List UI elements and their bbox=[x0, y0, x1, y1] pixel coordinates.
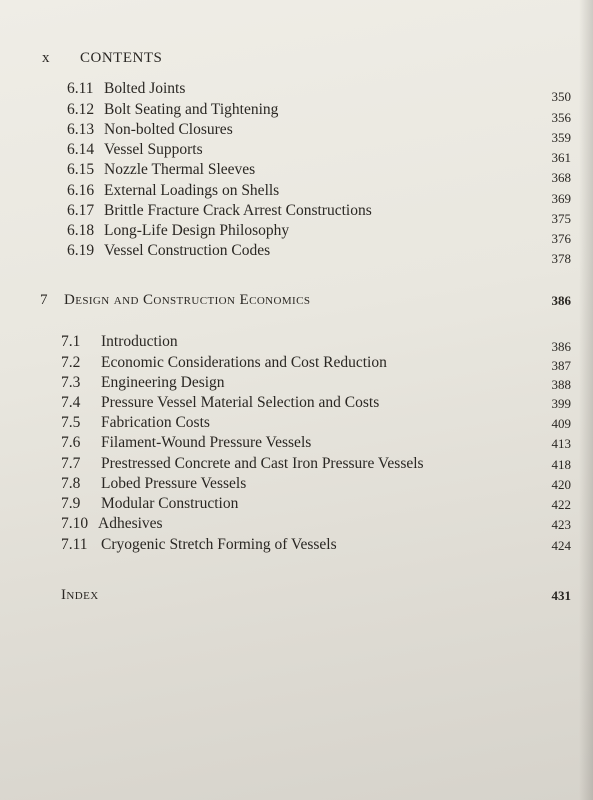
entry-page: 369 bbox=[551, 191, 571, 206]
toc-entry bbox=[0, 333, 593, 355]
entry-number: 6.11 bbox=[67, 80, 94, 97]
entry-number: 6.18 bbox=[67, 222, 95, 239]
entry-title: Bolt Seating and Tightening bbox=[104, 101, 279, 118]
toc-entry bbox=[0, 394, 593, 416]
entry-page: 350 bbox=[551, 89, 571, 104]
entry-number: 7.7 bbox=[61, 455, 81, 472]
index-entry bbox=[0, 587, 593, 611]
folio-number: x bbox=[42, 50, 50, 66]
entry-number: 6.14 bbox=[67, 141, 95, 158]
entry-page: 420 bbox=[551, 477, 571, 492]
entry-title: Non-bolted Closures bbox=[104, 121, 233, 138]
entry-title: Brittle Fracture Crack Arrest Constructions bbox=[104, 202, 372, 219]
entry-page: 375 bbox=[551, 211, 571, 226]
entry-number: 6.16 bbox=[67, 182, 95, 199]
entry-title: Nozzle Thermal Sleeves bbox=[104, 161, 256, 178]
entry-title: Cryogenic Stretch Forming of Vessels bbox=[101, 536, 337, 553]
entry-page: 424 bbox=[551, 538, 571, 553]
toc-entry bbox=[0, 161, 593, 183]
entry-number: 6.13 bbox=[67, 121, 95, 138]
chapter-page: 386 bbox=[551, 293, 571, 308]
toc-entry bbox=[0, 495, 593, 517]
entry-page: 423 bbox=[551, 517, 571, 532]
index-page: 431 bbox=[551, 588, 571, 603]
entry-number: 7.8 bbox=[61, 475, 81, 492]
entry-page: 387 bbox=[551, 358, 571, 373]
toc-entry bbox=[0, 354, 593, 376]
entry-title: Fabrication Costs bbox=[101, 414, 210, 431]
entry-number: 7.4 bbox=[61, 394, 81, 411]
entry-number: 7.10 bbox=[61, 515, 89, 532]
toc-entry bbox=[0, 455, 593, 477]
entry-title: Pressure Vessel Material Selection and Costs bbox=[101, 394, 380, 411]
entry-number: 6.17 bbox=[67, 202, 95, 219]
toc-entry bbox=[0, 80, 593, 102]
entry-title: Bolted Joints bbox=[104, 80, 186, 97]
chapter-title: Design and Construction Economics bbox=[64, 292, 311, 308]
entry-title: Filament-Wound Pressure Vessels bbox=[101, 434, 312, 451]
toc-entry bbox=[0, 414, 593, 436]
entry-page: 378 bbox=[551, 251, 571, 266]
entry-title: Introduction bbox=[101, 333, 178, 350]
entry-number: 7.3 bbox=[61, 374, 81, 391]
running-title: CONTENTS bbox=[80, 50, 163, 66]
entry-page: 356 bbox=[551, 110, 571, 125]
running-header bbox=[42, 50, 162, 67]
entry-title: Vessel Supports bbox=[104, 141, 203, 158]
entry-page: 409 bbox=[551, 416, 571, 431]
toc-entry bbox=[0, 141, 593, 163]
entry-number: 7.6 bbox=[61, 434, 81, 451]
entry-page: 413 bbox=[551, 436, 571, 451]
entry-title: Adhesives bbox=[98, 515, 163, 532]
entry-title: Modular Construction bbox=[101, 495, 239, 512]
toc-entry bbox=[0, 536, 593, 558]
chapter-number: 7 bbox=[40, 292, 48, 308]
toc-entry bbox=[0, 242, 593, 264]
entry-title: Vessel Construction Codes bbox=[104, 242, 271, 259]
entry-page: 422 bbox=[551, 497, 571, 512]
toc-entry bbox=[0, 202, 593, 224]
toc-entry bbox=[0, 515, 593, 537]
entry-number: 7.1 bbox=[61, 333, 81, 350]
entry-title: Long-Life Design Philosophy bbox=[104, 222, 290, 239]
entry-number: 6.15 bbox=[67, 161, 95, 178]
entry-number: 7.5 bbox=[61, 414, 81, 431]
entry-page: 388 bbox=[551, 377, 571, 392]
toc-entry bbox=[0, 374, 593, 396]
toc-entry bbox=[0, 101, 593, 123]
entry-page: 368 bbox=[551, 170, 571, 185]
entry-title: External Loadings on Shells bbox=[104, 182, 280, 199]
entry-page: 361 bbox=[551, 150, 571, 165]
index-title: Index bbox=[61, 587, 99, 603]
entry-title: Lobed Pressure Vessels bbox=[101, 475, 247, 492]
toc-entry bbox=[0, 182, 593, 204]
toc-entry bbox=[0, 222, 593, 244]
entry-page: 359 bbox=[551, 130, 571, 145]
entry-title: Engineering Design bbox=[101, 374, 225, 391]
entry-page: 376 bbox=[551, 231, 571, 246]
chapter-heading bbox=[0, 292, 593, 316]
toc-entry bbox=[0, 434, 593, 456]
toc-entry bbox=[0, 475, 593, 497]
entry-title: Prestressed Concrete and Cast Iron Pressure Vessels bbox=[101, 455, 424, 472]
entry-number: 7.9 bbox=[61, 495, 81, 512]
entry-number: 6.12 bbox=[67, 101, 95, 118]
entry-page: 418 bbox=[551, 457, 571, 472]
entry-page: 386 bbox=[551, 339, 571, 354]
entry-title: Economic Considerations and Cost Reduction bbox=[101, 354, 387, 371]
entry-number: 7.2 bbox=[61, 354, 81, 371]
entry-page: 399 bbox=[551, 396, 571, 411]
entry-number: 6.19 bbox=[67, 242, 95, 259]
entry-number: 7.11 bbox=[61, 536, 88, 553]
toc-entry bbox=[0, 121, 593, 143]
